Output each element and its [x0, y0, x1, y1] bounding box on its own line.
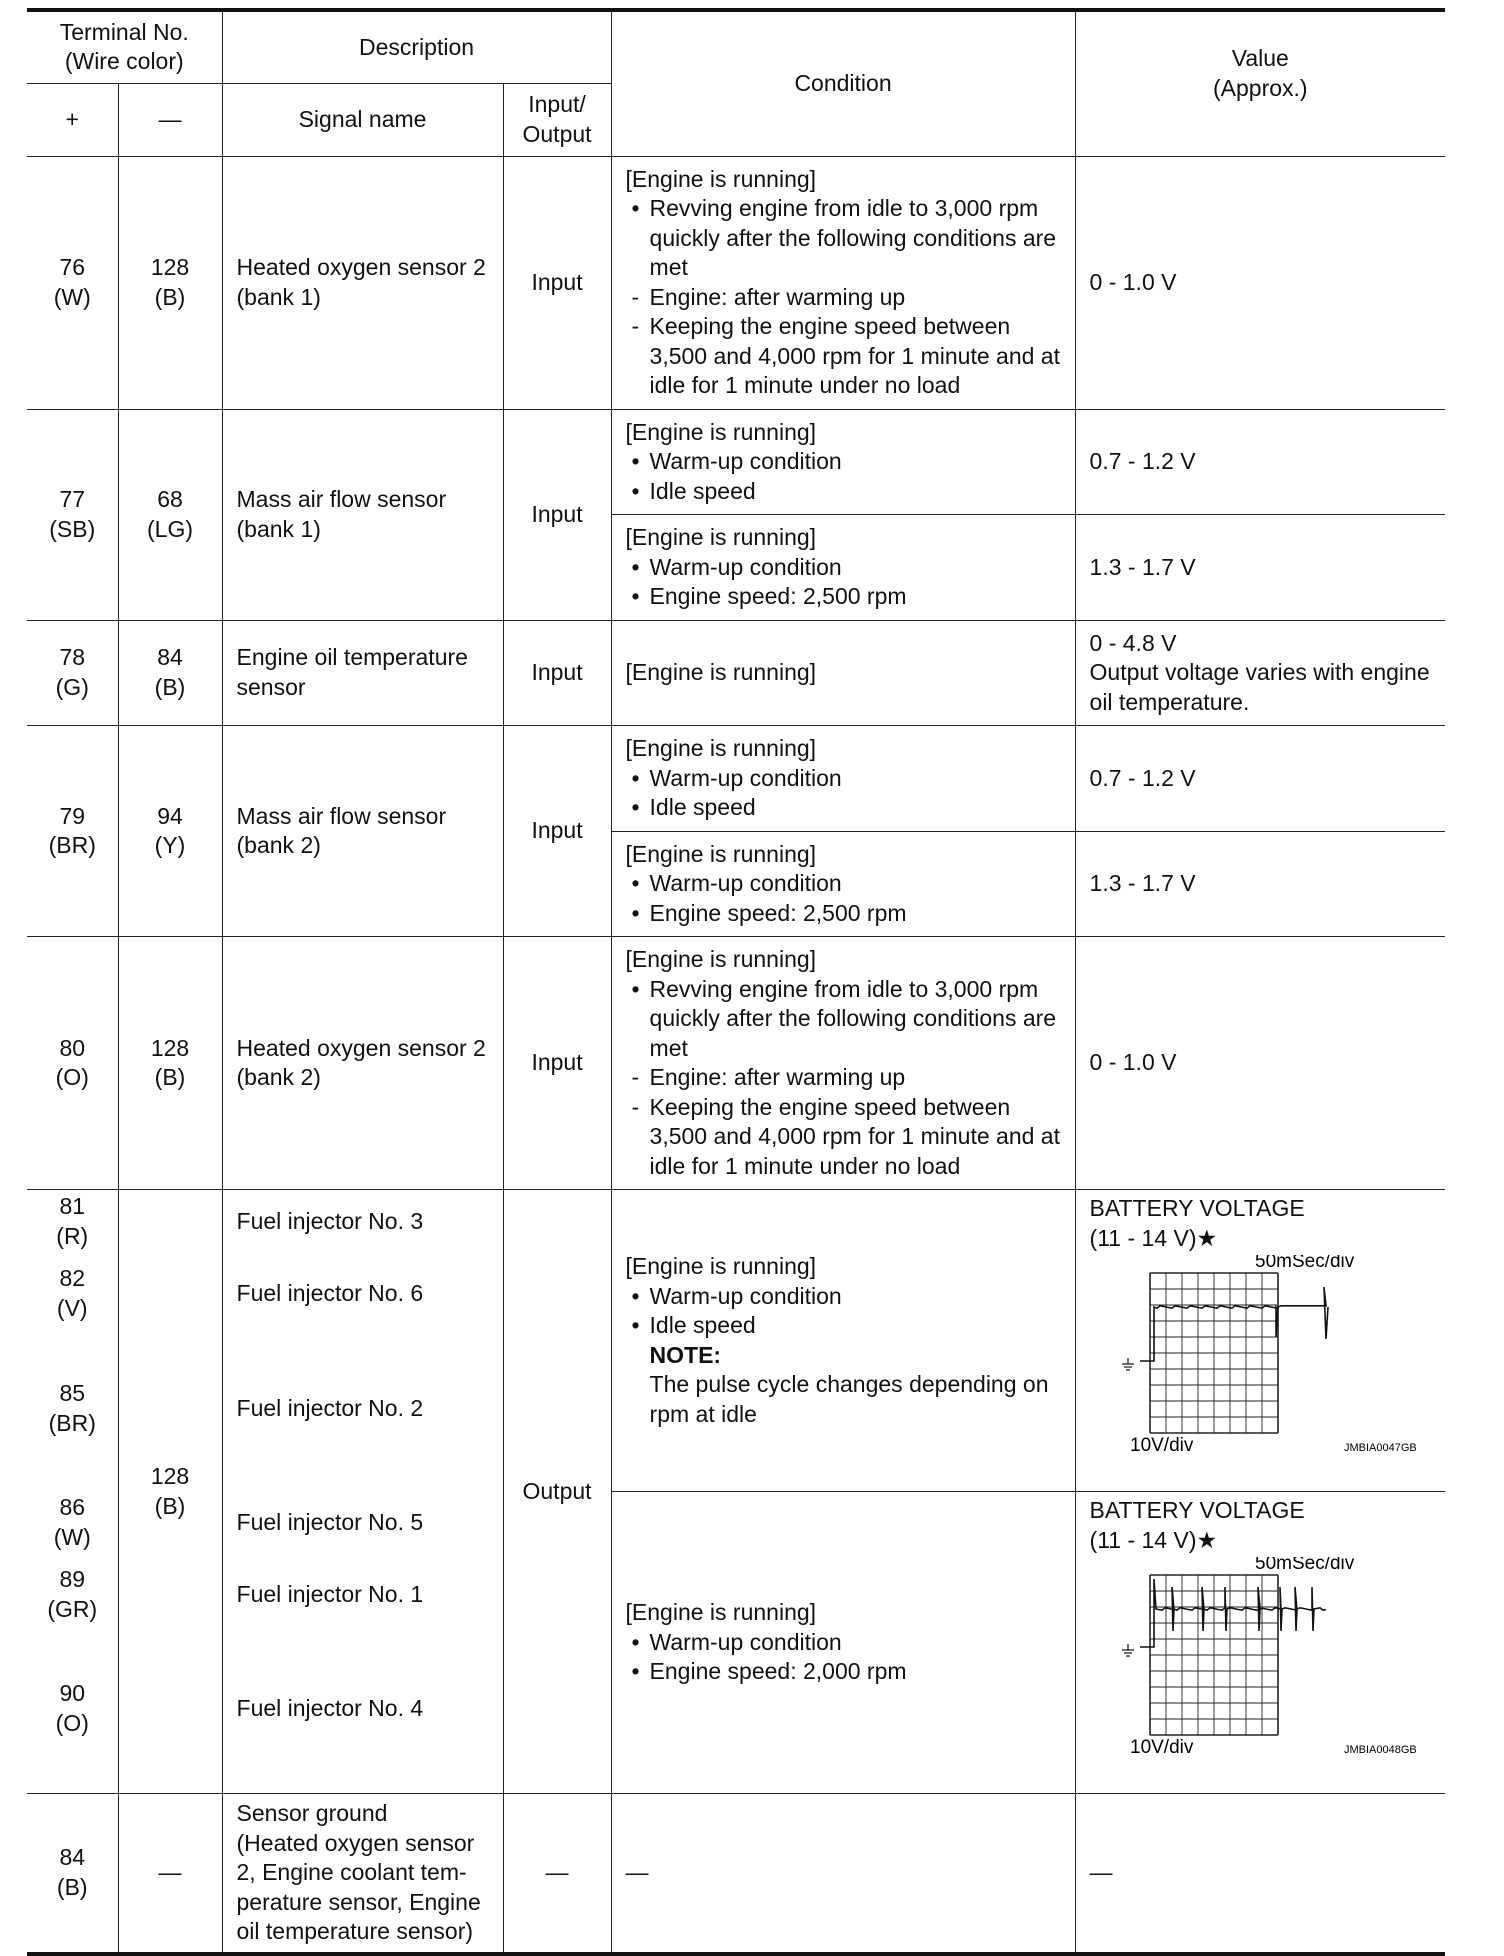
value-cell: 0 - 1.0 V — [1075, 937, 1445, 1190]
condition-cell — [611, 1492, 1075, 1794]
table-row — [27, 409, 1445, 515]
value-cell: 1.3 - 1.7 V — [1075, 515, 1445, 621]
header-terminal: Terminal No. (Wire color) — [27, 10, 222, 83]
terminal-table-container — [27, 8, 1445, 1956]
terminal-plus: 82 (V) — [56, 1265, 88, 1321]
terminal-plus: 80 (O) — [27, 937, 118, 1190]
condition-cell: [Engine is running] — [611, 620, 1075, 726]
header-input-output: Input/ Output — [503, 83, 611, 156]
signal-name: Heated oxygen sensor 2 (bank 1) — [222, 156, 503, 409]
condition-bullet: • Idle speed — [626, 477, 1063, 507]
terminal-minus: 128 (B) — [118, 156, 222, 409]
table-row — [27, 1794, 1445, 1954]
figure-code: JMBIA0048GB — [1343, 1744, 1417, 1756]
note-text: The pulse cycle changes depending on rpm at idle — [649, 1371, 1049, 1427]
volt-scale-label: 10V/div — [1129, 1737, 1193, 1757]
waveform-trace — [1140, 1287, 1328, 1361]
condition-bullet: • Revving engine from idle to 3,000 rpm quickly after the following conditions are met — [626, 975, 1063, 1064]
condition-cell — [611, 156, 1075, 409]
condition-cell — [611, 726, 1075, 832]
signal-name: Sensor ground (Heated oxygen sensor 2, Engine coolant tem-perature sensor, Engine oil temperature sensor) — [222, 1794, 503, 1954]
condition-subitem: - Keeping the engine speed between 3,500 and 4,000 rpm for 1 minute and at idle for 1 minute under no load — [626, 312, 1063, 401]
waveform-range: (11 - 14 V)★ — [1089, 1224, 1218, 1251]
value-cell: 0 - 1.0 V — [1075, 156, 1445, 409]
time-scale-label: 50mSec/div — [1254, 1557, 1354, 1574]
header-signal-name: Signal name — [222, 83, 503, 156]
header-condition: Condition — [611, 10, 1075, 156]
figure-code: JMBIA0047GB — [1343, 1442, 1417, 1454]
input-output: — — [503, 1794, 611, 1954]
input-output: Input — [503, 156, 611, 409]
terminal-plus: 79 (BR) — [27, 726, 118, 937]
condition-bullet: • Engine speed: 2,000 rpm — [626, 1657, 1063, 1687]
condition-bullet: • Warm-up condition — [626, 869, 1063, 899]
input-output: Input — [503, 409, 611, 620]
time-scale-label: 50mSec/div — [1254, 1255, 1354, 1272]
note-label: NOTE: — [649, 1341, 722, 1368]
oscilloscope-grid — [1150, 1273, 1278, 1433]
header-value: Value (Approx.) — [1075, 10, 1445, 156]
terminal-plus: 77 (SB) — [27, 409, 118, 620]
table-row — [27, 156, 1445, 409]
terminal-plus: 89 (GR) — [47, 1566, 98, 1622]
condition-header: [Engine is running] — [625, 735, 817, 761]
terminal-plus: 90 (O) — [55, 1680, 89, 1736]
condition-bullet: • Idle speed — [626, 1311, 1063, 1341]
signal-name: Fuel injector No. 3 — [236, 1208, 424, 1234]
signal-name: Fuel injector No. 1 — [236, 1581, 424, 1607]
terminal-plus: 76 (W) — [27, 156, 118, 409]
signal-name: Fuel injector No. 2 — [236, 1395, 424, 1421]
input-output: Input — [503, 620, 611, 726]
ecm-terminal-table — [27, 8, 1445, 1956]
value-cell: 0 - 4.8 V Output voltage varies with engine oil temperature. — [1075, 620, 1445, 726]
terminal-minus: 94 (Y) — [118, 726, 222, 937]
value-cell: 1.3 - 1.7 V — [1075, 831, 1445, 937]
value-cell — [1075, 1492, 1445, 1794]
table-row — [27, 1190, 1445, 1492]
terminal-plus: 85 (BR) — [48, 1380, 96, 1436]
condition-cell — [611, 515, 1075, 621]
terminal-plus: 81 (R) — [56, 1193, 89, 1249]
signal-name: Mass air flow sensor (bank 2) — [222, 726, 503, 937]
waveform-trace — [1140, 1579, 1326, 1647]
value-cell — [1075, 1190, 1445, 1492]
terminal-minus: 68 (LG) — [118, 409, 222, 620]
table-row — [27, 620, 1445, 726]
table-row — [27, 726, 1445, 832]
value-cell: — — [1075, 1794, 1445, 1954]
signal-name: Fuel injector No. 6 — [236, 1280, 424, 1306]
condition-bullet: • Warm-up condition — [626, 1282, 1063, 1312]
condition-header: [Engine is running] — [625, 1253, 817, 1279]
condition-subitem: - Keeping the engine speed between 3,500 and 4,000 rpm for 1 minute and at idle for 1 minute under no load — [626, 1093, 1063, 1182]
condition-bullet: • Idle speed — [626, 793, 1063, 823]
condition-bullet: • Warm-up condition — [626, 764, 1063, 794]
input-output: Input — [503, 726, 611, 937]
injector-names-cell — [222, 1190, 503, 1794]
oscilloscope-waveform-2000rpm — [1090, 1557, 1430, 1757]
condition-cell — [611, 937, 1075, 1190]
oscilloscope-waveform-idle — [1090, 1255, 1430, 1455]
condition-cell: — — [611, 1794, 1075, 1954]
signal-name: Fuel injector No. 5 — [236, 1509, 424, 1535]
waveform-title: BATTERY VOLTAGE — [1089, 1195, 1305, 1221]
terminal-plus: 84 (B) — [27, 1794, 118, 1954]
header-minus: — — [118, 83, 222, 156]
condition-bullet: • Warm-up condition — [626, 447, 1063, 477]
condition-bullet: • Warm-up condition — [626, 1628, 1063, 1658]
condition-cell — [611, 1190, 1075, 1492]
table-row — [27, 937, 1445, 1190]
condition-subitem: - Engine: after warming up — [626, 283, 1063, 313]
ground-icon — [1122, 1644, 1134, 1656]
ground-icon — [1122, 1358, 1134, 1370]
condition-bullet: • Warm-up condition — [626, 553, 1063, 583]
waveform-range: (11 - 14 V)★ — [1089, 1526, 1218, 1553]
condition-bullet: • Engine speed: 2,500 rpm — [626, 582, 1063, 612]
input-output: Input — [503, 937, 611, 1190]
signal-name: Fuel injector No. 4 — [236, 1695, 424, 1721]
condition-header: [Engine is running] — [625, 524, 817, 550]
condition-header: [Engine is running] — [625, 946, 817, 972]
terminal-minus: 128 (B) — [118, 1190, 222, 1794]
terminal-plus: 86 (W) — [53, 1494, 91, 1550]
terminal-minus: — — [118, 1794, 222, 1954]
condition-cell — [611, 831, 1075, 937]
waveform-title: BATTERY VOLTAGE — [1089, 1497, 1305, 1523]
input-output: Output — [503, 1190, 611, 1794]
condition-cell — [611, 409, 1075, 515]
terminal-minus: 128 (B) — [118, 937, 222, 1190]
volt-scale-label: 10V/div — [1129, 1435, 1193, 1455]
condition-header: [Engine is running] — [625, 418, 817, 445]
signal-name: Heated oxygen sensor 2 (bank 2) — [222, 937, 503, 1190]
signal-name: Mass air flow sensor (bank 1) — [222, 409, 503, 620]
terminal-plus: 78 (G) — [27, 620, 118, 726]
header-description: Description — [222, 10, 611, 83]
condition-header: [Engine is running] — [625, 1599, 817, 1626]
header-plus: + — [27, 83, 118, 156]
condition-header: [Engine is running] — [625, 840, 817, 867]
condition-subitem: - Engine: after warming up — [626, 1063, 1063, 1093]
condition-bullet: • Revving engine from idle to 3,000 rpm quickly after the following conditions are met — [626, 194, 1063, 283]
value-cell: 0.7 - 1.2 V — [1075, 409, 1445, 515]
condition-header: [Engine is running] — [625, 165, 817, 192]
terminal-minus: 84 (B) — [118, 620, 222, 726]
condition-bullet: • Engine speed: 2,500 rpm — [626, 899, 1063, 929]
injector-terminals-cell — [27, 1190, 118, 1794]
signal-name: Engine oil temperature sensor — [222, 620, 503, 726]
value-cell: 0.7 - 1.2 V — [1075, 726, 1445, 832]
